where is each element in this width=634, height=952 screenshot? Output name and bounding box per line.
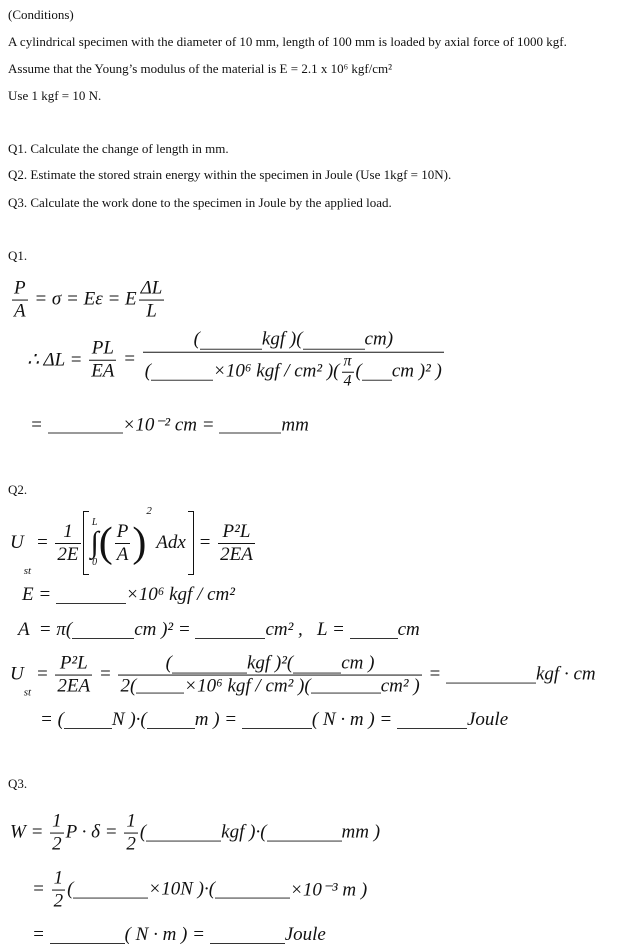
answer-blank[interactable] — [303, 333, 365, 350]
question-1: Q1. Calculate the change of length in mm. — [8, 141, 229, 156]
answer-blank[interactable] — [350, 622, 398, 639]
answer-blank[interactable] — [48, 417, 123, 434]
condition-line: Assume that the Young’s modulus of the material is E = 2.1 x 10⁶ kgf/cm² — [8, 61, 393, 76]
answer-blank[interactable] — [147, 712, 195, 729]
integral-sign: L ∫ 0 — [90, 517, 99, 568]
answer-blank[interactable] — [50, 927, 125, 944]
answer-blank[interactable] — [210, 927, 285, 944]
q2-area-length-line: A = π( cm )² = cm² , L = cm — [18, 619, 420, 640]
answer-blank[interactable] — [195, 622, 265, 639]
q2-modulus-line: E = ×10⁶ kgf / cm² — [22, 584, 235, 605]
left-bracket — [83, 511, 89, 575]
condition-line: Use 1 kgf = 10 N. — [8, 88, 102, 103]
answer-blank[interactable] — [172, 657, 247, 674]
q1-stress-equation: $\frac{P}{A}$ = σ = Eε = E $\frac{\Delta L}{L}$ — [14, 277, 163, 322]
q2-joule-line: = ( N )·( m ) = ( N · m ) = Joule — [40, 709, 509, 730]
answer-blank[interactable] — [72, 622, 134, 639]
answer-blank[interactable] — [242, 712, 312, 729]
condition-line: A cylindrical specimen with the diameter of 10 mm, length of 100 mm is loaded by axial force of 1000 kgf. — [8, 34, 567, 49]
q3-result-line: = ( N · m ) = Joule — [32, 924, 326, 945]
q3-work-equation: W = $\frac{1}{2}$ P · δ = $\frac{1}{2}$ ( kgf )·( mm ) — [10, 810, 381, 855]
answer-blank[interactable] — [362, 363, 392, 380]
answer-blank[interactable] — [146, 825, 221, 842]
q2-energy-substitution: U st = $\frac{\text{P²L}}{2EA}$ = ( kgf )²( cm ) 2( ×10⁶ kgf / cm² )( cm² ) = kgf · cm — [10, 652, 596, 699]
answer-blank[interactable] — [56, 587, 126, 604]
answer-blank[interactable] — [219, 417, 281, 434]
answer-blank[interactable] — [267, 825, 342, 842]
q1-result-equation: = ×10⁻² cm = mm — [30, 414, 309, 436]
answer-blank[interactable] — [200, 333, 262, 350]
question-2: Q2. Estimate the stored strain energy within the specimen in Joule (Use 1kgf = 10N). — [8, 167, 452, 182]
question-3: Q3. Calculate the work done to the specimen in Joule by the applied load. — [8, 195, 392, 210]
q2-label: Q2. — [8, 482, 28, 497]
q2-strain-energy-formula: U st = $\frac{1}{2E}$ L ∫ 0 ( $\frac{P}{A}$ ) 2 Adx = $\frac{\text{P²L}}{2EA}$ — [10, 505, 253, 577]
answer-blank[interactable] — [73, 882, 148, 899]
q3-unit-conversion: = $\frac{1}{2}$ ( ×10N )·( ×10⁻³ m ) — [32, 867, 368, 912]
answer-blank[interactable] — [311, 677, 381, 694]
answer-blank[interactable] — [64, 712, 112, 729]
answer-blank[interactable] — [446, 667, 536, 684]
q1-elongation-equation: ∴ ΔL = $\frac{PL}{EA}$ = ( kgf )( cm) ( ×10⁶ kgf / cm² )( $\frac{\pi}{4}$ ( cm )² ) — [27, 328, 442, 390]
q3-label: Q3. — [8, 776, 28, 791]
answer-blank[interactable] — [136, 677, 184, 694]
answer-blank[interactable] — [215, 882, 290, 899]
answer-blank[interactable] — [293, 657, 341, 674]
conditions-heading: (Conditions) — [8, 7, 74, 22]
q1-label: Q1. — [8, 248, 28, 263]
answer-blank[interactable] — [397, 712, 467, 729]
answer-blank[interactable] — [151, 363, 213, 380]
